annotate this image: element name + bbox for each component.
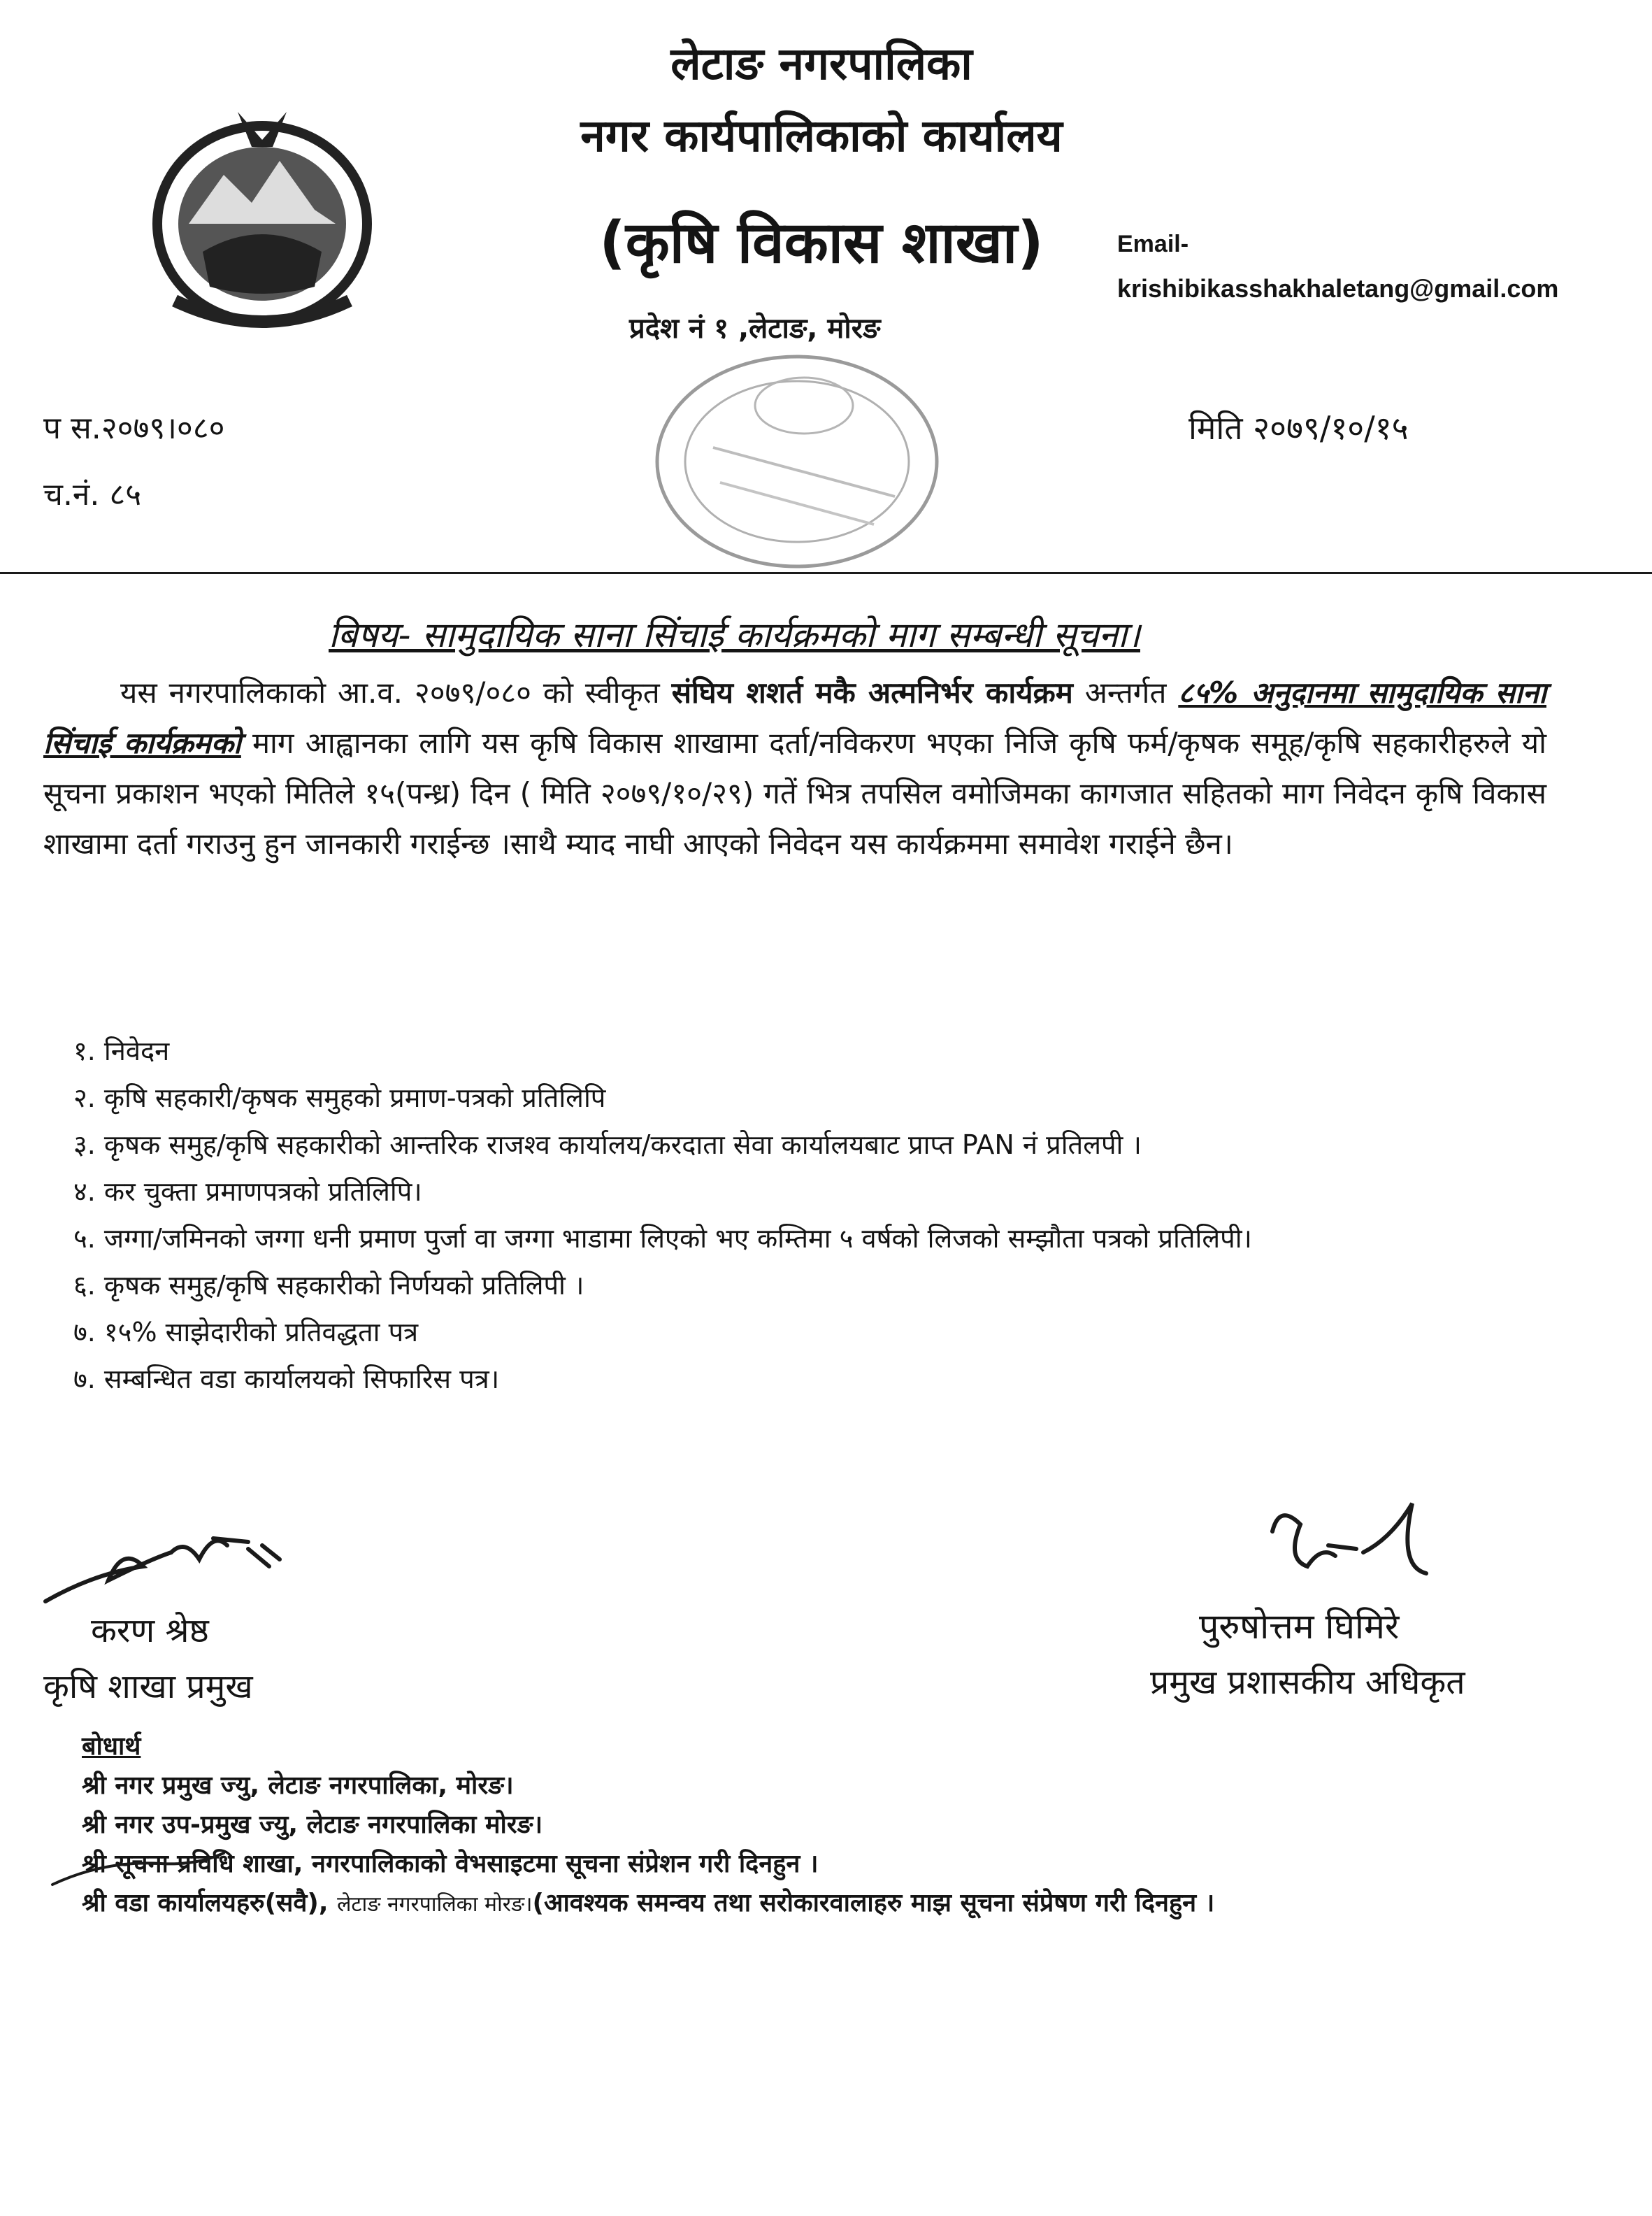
document-list [73,1028,1549,1403]
list-item: ७. सम्बन्धित वडा कार्यालयको सिफारिस पत्र। [73,1364,500,1394]
fiscal-year-ref: प स.२०७९।०८० [43,410,225,446]
subsidy-program: ८५% अनुदानमा सामुदायिक साना सिंचाई कार्यक्रमको [43,675,1546,760]
cc-line: श्री नगर उप-प्रमुख ज्यु, लेटाङ नगरपालिका मोरङ। [82,1810,543,1839]
list-item: ६. कृषक समुह/कृषि सहकारीको निर्णयको प्रतिलिपी । [73,1270,584,1301]
email-address[interactable]: krishibikasshakhaletang@gmail.com [1117,274,1559,303]
office-name: नगर कार्यपालिकाको कार्यालय [580,110,1063,162]
notice-body [43,668,1546,869]
list-item: २. कृषि सहकारी/कृषक समुहको प्रमाण-पत्रको प्रतिलिपि [73,1082,606,1113]
list-item: ४. कर चुक्ता प्रमाणपत्रको प्रतिलिपि। [73,1176,422,1207]
body-part3: माग आह्वानका लागि यस कृषि विकास शाखामा दर्ता/नविकरण भएका निजि कृषि फर्म/कृषक समूह/कृषि सहकारीहरुले यो सूचना प्रकाशन भएको मितिले १५(पन्ध्र) दिन ( मिति २०७९/१०/२९) गतें भित्र तपसिल वमोजिमका कागजात सहितको माग निवेदन कृषि विकास शाखामा दर्ता गराउनु हुन जानकारी गराईन्छ ।साथै म्याद नाघी आएको निवेदन यस कार्यक्रममा समावेश गराईने छैन। [43,726,1547,861]
right-signatory-title: प्रमुख प्रशासकीय अधिकृत [1150,1663,1465,1702]
list-item: ३. कृषक समुह/कृषि सहकारीको आन्तरिक राजश्व कार्यालय/करदाता सेवा कार्यालयबाट प्राप्त PAN नं प्रतिलपी । [73,1129,1142,1160]
cc-line4-a: श्री वडा कार्यालयहरु(सवै), [82,1889,338,1917]
cc-line4-c: (आवश्यक समन्वय तथा सरोकारवालाहरु माझ सूचना संप्रेषण गरी दिनहुन । [532,1889,1215,1917]
cc-line: श्री सूचना प्रविधि शाखा, नगरपालिकाको वेभसाइटमा सूचना संप्रेशन गरी दिनहुन । [82,1850,819,1878]
header-divider [0,572,1652,574]
cc-line [82,1884,1214,1924]
list-item: १. निवेदन [73,1036,170,1066]
body-part1: यस नगरपालिकाको आ.व. २०७९/०८० को स्वीकृत [120,675,672,710]
program-name: संघिय शशर्त मकै अत्मनिर्भर कार्यक्रम [671,675,1073,710]
office-stamp-icon [643,343,951,580]
left-signature-icon [38,1517,304,1615]
email-label: Email- [1117,231,1189,257]
copy-to-list [82,1727,1214,1924]
right-signature-icon [1258,1489,1440,1594]
municipality-name: लेटाङ नगरपालिका [670,38,972,90]
cc-line: श्री नगर प्रमुख ज्यु, लेटाङ नगरपालिका, मोरङ। [82,1771,514,1800]
address: प्रदेश नं १ ,लेटाङ, मोरङ [629,313,881,345]
right-signatory-name: पुरुषोत्तम घिमिरे [1199,1606,1400,1647]
list-item: ५. जग्गा/जमिनको जग्गा धनी प्रमाण पुर्जा वा जग्गा भाडामा लिएको भए कम्तिमा ५ वर्षको लिजको सम्झौता पत्रको प्रतिलिपी। [73,1223,1252,1254]
body-part2: अन्तर्गत [1072,675,1179,710]
branch-name: (कृषि विकास शाखा) [599,210,1044,276]
letter-number: च.नं. ८५ [43,477,142,513]
left-signatory-title: कृषि शाखा प्रमुख [43,1667,253,1706]
subject-line: बिषय- सामुदायिक साना सिंचाई कार्यक्रमको माग सम्बन्धी सूचना। [329,615,1140,655]
nepal-emblem-icon [133,91,392,336]
pen-mark-icon [49,1846,231,1888]
cc-heading: बोधार्थ [82,1732,141,1761]
list-item: ७. १५% साझेदारीको प्रतिवद्धता पत्र [73,1317,419,1348]
left-signatory-name: करण श्रेष्ठ [91,1611,209,1650]
cc-line4-b: लेटाङ नगरपालिका मोरङ। [337,1892,533,1917]
letter-date: मिति २०७९/१०/१५ [1188,409,1409,447]
